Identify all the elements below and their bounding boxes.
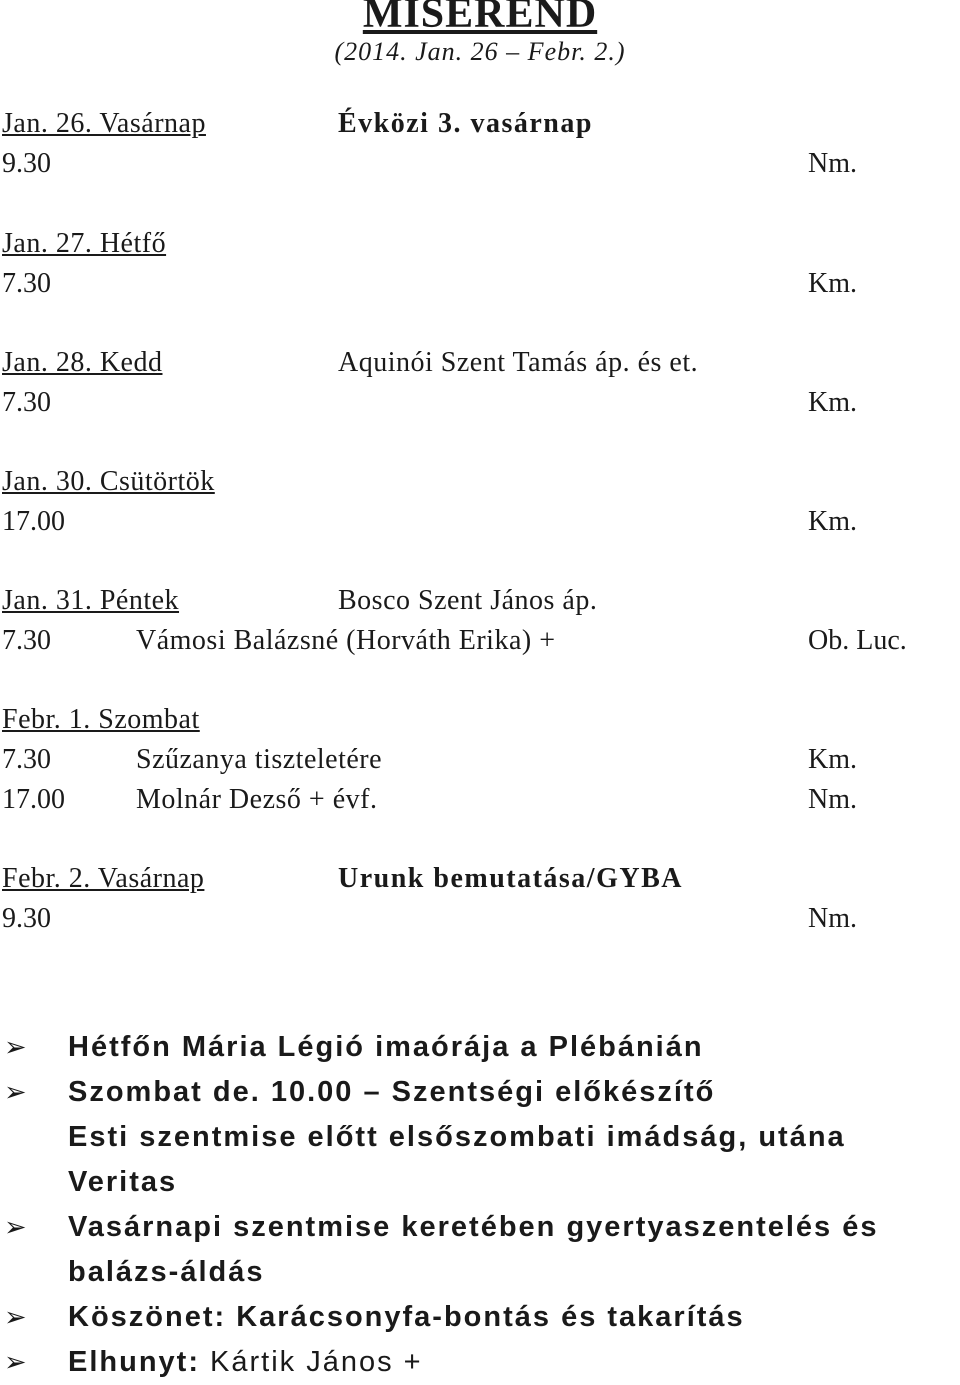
mass-intention: Vámosi Balázsné (Horváth Erika) + — [136, 625, 556, 656]
mass-celebrant: Km. — [808, 506, 857, 537]
mass-celebrant: Nm. — [808, 784, 857, 815]
day-header-row — [0, 581, 960, 621]
arrowhead-bullet-icon: ➢ — [4, 1212, 27, 1242]
announcements-list — [0, 1025, 960, 1385]
announcement-text: Elhunyt: — [68, 1346, 200, 1378]
mass-celebrant: Ob. Luc. — [808, 625, 907, 656]
announcement-text: Esti szentmise előtt elsőszombati imádság, utána — [68, 1121, 846, 1153]
day-header-row — [0, 343, 960, 383]
day-label: Febr. 1. Szombat — [2, 704, 200, 735]
announcement-text: Vasárnapi szentmise keretében gyertyaszentelés és — [68, 1211, 879, 1243]
feast-label: Aquinói Szent Tamás áp. és et. — [338, 347, 699, 378]
arrowhead-bullet-icon: ➢ — [4, 1302, 27, 1332]
announcement-text: Szombat de. 10.00 – Szentségi előkészítő — [68, 1076, 716, 1108]
day-label: Jan. 27. Hétfő — [2, 228, 167, 259]
announcement-continuation — [0, 1160, 960, 1205]
mass-time: 9.30 — [2, 903, 51, 934]
feast-label: Urunk bemutatása/GYBA — [338, 863, 683, 894]
date-range-subtitle: (2014. Jan. 26 – Febr. 2.) — [334, 37, 626, 66]
mass-row — [0, 144, 960, 184]
day-header-row — [0, 700, 960, 740]
mass-row — [0, 502, 960, 542]
mass-celebrant: Nm. — [808, 148, 857, 179]
mass-time: 7.30 — [2, 387, 51, 418]
mass-row — [0, 899, 960, 939]
announcement-continuation — [0, 1250, 960, 1295]
day-header-row — [0, 462, 960, 502]
mass-time: 17.00 — [2, 784, 65, 815]
mass-row — [0, 780, 960, 820]
day-header-row — [0, 104, 960, 144]
announcement-text: Köszönet: Karácsonyfa-bontás és takarítás — [68, 1301, 745, 1333]
mass-intention: Szűzanya tiszteletére — [136, 744, 383, 775]
announcement-detail: Kártik János + — [200, 1346, 423, 1378]
mass-time: 9.30 — [2, 148, 51, 179]
page-title: MISEREND — [362, 0, 598, 37]
arrowhead-bullet-icon: ➢ — [4, 1347, 27, 1377]
mass-row — [0, 621, 960, 661]
day-label: Jan. 26. Vasárnap — [2, 108, 206, 139]
mass-time: 17.00 — [2, 506, 65, 537]
announcement-item — [0, 1340, 960, 1385]
arrowhead-bullet-icon: ➢ — [4, 1032, 27, 1062]
mass-celebrant: Km. — [808, 268, 857, 299]
announcement-item — [0, 1205, 960, 1250]
announcement-continuation — [0, 1115, 960, 1160]
day-label: Febr. 2. Vasárnap — [2, 863, 205, 894]
announcement-text: Hétfőn Mária Légió imaórája a Plébánián — [68, 1031, 704, 1063]
mass-row — [0, 264, 960, 304]
mass-celebrant: Km. — [808, 387, 857, 418]
mass-row — [0, 740, 960, 780]
feast-label: Évközi 3. vasárnap — [338, 108, 593, 139]
mass-celebrant: Nm. — [808, 903, 857, 934]
announcement-item — [0, 1070, 960, 1115]
day-label: Jan. 28. Kedd — [2, 347, 163, 378]
mass-intention: Molnár Dezső + évf. — [136, 784, 378, 815]
announcement-item — [0, 1295, 960, 1340]
mass-row — [0, 383, 960, 423]
day-header-row — [0, 224, 960, 264]
mass-time: 7.30 — [2, 744, 51, 775]
arrowhead-bullet-icon: ➢ — [4, 1077, 27, 1107]
announcement-item — [0, 1025, 960, 1070]
mass-time: 7.30 — [2, 268, 51, 299]
day-label: Jan. 30. Csütörtök — [2, 466, 215, 497]
announcement-text: balázs-áldás — [68, 1256, 265, 1288]
mass-celebrant: Km. — [808, 744, 857, 775]
feast-label: Bosco Szent János áp. — [338, 585, 598, 616]
day-label: Jan. 31. Péntek — [2, 585, 180, 616]
announcement-text: Veritas — [68, 1166, 178, 1198]
mass-time: 7.30 — [2, 625, 51, 656]
day-header-row — [0, 859, 960, 899]
